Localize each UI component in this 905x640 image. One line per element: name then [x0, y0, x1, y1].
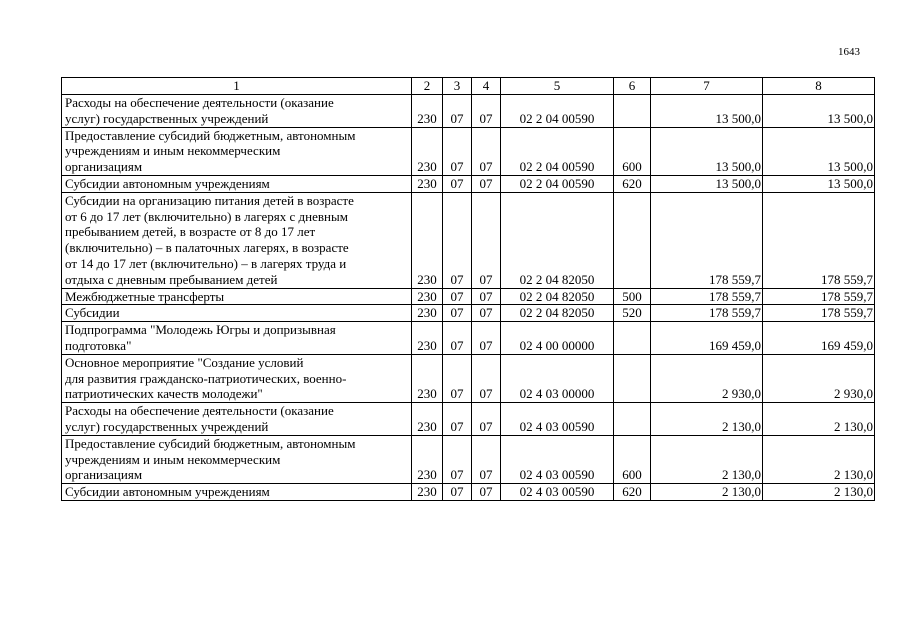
cell-amount-8: 2 930,0 — [763, 354, 875, 402]
cell-expense-type — [614, 192, 651, 288]
cell-admin-code: 230 — [412, 435, 443, 483]
cell-expense-type: 600 — [614, 435, 651, 483]
cell-amount-7: 2 130,0 — [651, 403, 763, 436]
cell-section: 07 — [443, 175, 472, 192]
cell-amount-7: 13 500,0 — [651, 175, 763, 192]
cell-expense-type — [614, 322, 651, 355]
row-name: Межбюджетные трансферты — [62, 288, 412, 305]
cell-amount-7: 2 930,0 — [651, 354, 763, 402]
cell-expense-type: 520 — [614, 305, 651, 322]
cell-target-code: 02 4 03 00590 — [501, 403, 614, 436]
cell-amount-8: 2 130,0 — [763, 435, 875, 483]
row-name: Расходы на обеспечение деятельности (оказание услуг) государственных учреждений — [62, 95, 412, 128]
cell-admin-code: 230 — [412, 322, 443, 355]
cell-section: 07 — [443, 354, 472, 402]
cell-amount-8: 13 500,0 — [763, 175, 875, 192]
row-name: Расходы на обеспечение деятельности (оказание услуг) государственных учреждений — [62, 403, 412, 436]
cell-amount-8: 2 130,0 — [763, 403, 875, 436]
cell-amount-7: 13 500,0 — [651, 127, 763, 175]
cell-target-code: 02 4 03 00000 — [501, 354, 614, 402]
cell-subsection: 07 — [472, 175, 501, 192]
cell-amount-8: 169 459,0 — [763, 322, 875, 355]
cell-admin-code: 230 — [412, 354, 443, 402]
cell-subsection: 07 — [472, 288, 501, 305]
cell-admin-code: 230 — [412, 192, 443, 288]
col-header-6: 6 — [614, 78, 651, 95]
cell-amount-7: 178 559,7 — [651, 288, 763, 305]
cell-subsection: 07 — [472, 435, 501, 483]
table-row — [62, 354, 875, 402]
cell-expense-type — [614, 354, 651, 402]
cell-target-code: 02 2 04 00590 — [501, 127, 614, 175]
row-name: Субсидии — [62, 305, 412, 322]
cell-admin-code: 230 — [412, 95, 443, 128]
table-row — [62, 127, 875, 175]
cell-section: 07 — [443, 322, 472, 355]
table-row — [62, 95, 875, 128]
row-name: Предоставление субсидий бюджетным, автономным учреждениям и иным некоммерческим организациям — [62, 127, 412, 175]
cell-admin-code: 230 — [412, 305, 443, 322]
header-row — [62, 78, 875, 95]
cell-admin-code: 230 — [412, 288, 443, 305]
cell-expense-type — [614, 95, 651, 128]
cell-amount-8: 178 559,7 — [763, 305, 875, 322]
cell-subsection: 07 — [472, 95, 501, 128]
cell-subsection: 07 — [472, 484, 501, 501]
table-row — [62, 192, 875, 288]
row-name: Подпрограмма "Молодежь Югры и допризывная подготовка" — [62, 322, 412, 355]
col-header-5: 5 — [501, 78, 614, 95]
col-header-2: 2 — [412, 78, 443, 95]
row-name: Субсидии автономным учреждениям — [62, 175, 412, 192]
cell-section: 07 — [443, 127, 472, 175]
cell-subsection: 07 — [472, 305, 501, 322]
cell-subsection: 07 — [472, 127, 501, 175]
col-header-3: 3 — [443, 78, 472, 95]
table-row — [62, 305, 875, 322]
cell-section: 07 — [443, 403, 472, 436]
cell-section: 07 — [443, 288, 472, 305]
cell-amount-7: 2 130,0 — [651, 435, 763, 483]
cell-target-code: 02 4 03 00590 — [501, 435, 614, 483]
cell-section: 07 — [443, 192, 472, 288]
cell-section: 07 — [443, 435, 472, 483]
cell-amount-8: 13 500,0 — [763, 95, 875, 128]
cell-subsection: 07 — [472, 354, 501, 402]
table-row — [62, 403, 875, 436]
table-row — [62, 435, 875, 483]
page-number: 1643 — [838, 46, 860, 58]
col-header-7: 7 — [651, 78, 763, 95]
cell-target-code: 02 4 03 00590 — [501, 484, 614, 501]
cell-admin-code: 230 — [412, 484, 443, 501]
cell-amount-8: 178 559,7 — [763, 288, 875, 305]
cell-amount-7: 13 500,0 — [651, 95, 763, 128]
table-row — [62, 322, 875, 355]
cell-expense-type: 600 — [614, 127, 651, 175]
cell-admin-code: 230 — [412, 175, 443, 192]
cell-amount-8: 2 130,0 — [763, 484, 875, 501]
table-body — [62, 95, 875, 501]
cell-amount-8: 178 559,7 — [763, 192, 875, 288]
budget-table — [61, 77, 875, 501]
cell-target-code: 02 4 00 00000 — [501, 322, 614, 355]
cell-target-code: 02 2 04 82050 — [501, 305, 614, 322]
cell-section: 07 — [443, 305, 472, 322]
cell-target-code: 02 2 04 82050 — [501, 288, 614, 305]
cell-subsection: 07 — [472, 192, 501, 288]
col-header-4: 4 — [472, 78, 501, 95]
cell-subsection: 07 — [472, 403, 501, 436]
row-name: Основное мероприятие "Создание условий для развития гражданско-патриотических, военно- патриотических качеств молодежи" — [62, 354, 412, 402]
cell-amount-7: 178 559,7 — [651, 192, 763, 288]
row-name: Субсидии автономным учреждениям — [62, 484, 412, 501]
col-header-1: 1 — [62, 78, 412, 95]
table-row — [62, 288, 875, 305]
cell-amount-8: 13 500,0 — [763, 127, 875, 175]
cell-admin-code: 230 — [412, 403, 443, 436]
cell-subsection: 07 — [472, 322, 501, 355]
cell-target-code: 02 2 04 82050 — [501, 192, 614, 288]
cell-amount-7: 169 459,0 — [651, 322, 763, 355]
cell-expense-type: 620 — [614, 175, 651, 192]
cell-admin-code: 230 — [412, 127, 443, 175]
cell-section: 07 — [443, 95, 472, 128]
row-name: Субсидии на организацию питания детей в возрасте от 6 до 17 лет (включительно) в лагерях с дневным пребыванием детей, в возрасте от 8 до 17 лет (включительно) – в палаточных лагерях, в возрасте от 14 до 17 лет (включительно) – в лагерях труда и отдыха с дневным пребыванием детей — [62, 192, 412, 288]
table-row — [62, 484, 875, 501]
cell-amount-7: 2 130,0 — [651, 484, 763, 501]
cell-expense-type: 500 — [614, 288, 651, 305]
table-row — [62, 175, 875, 192]
cell-expense-type — [614, 403, 651, 436]
cell-target-code: 02 2 04 00590 — [501, 95, 614, 128]
cell-amount-7: 178 559,7 — [651, 305, 763, 322]
col-header-8: 8 — [763, 78, 875, 95]
cell-expense-type: 620 — [614, 484, 651, 501]
cell-section: 07 — [443, 484, 472, 501]
cell-target-code: 02 2 04 00590 — [501, 175, 614, 192]
row-name: Предоставление субсидий бюджетным, автономным учреждениям и иным некоммерческим организациям — [62, 435, 412, 483]
